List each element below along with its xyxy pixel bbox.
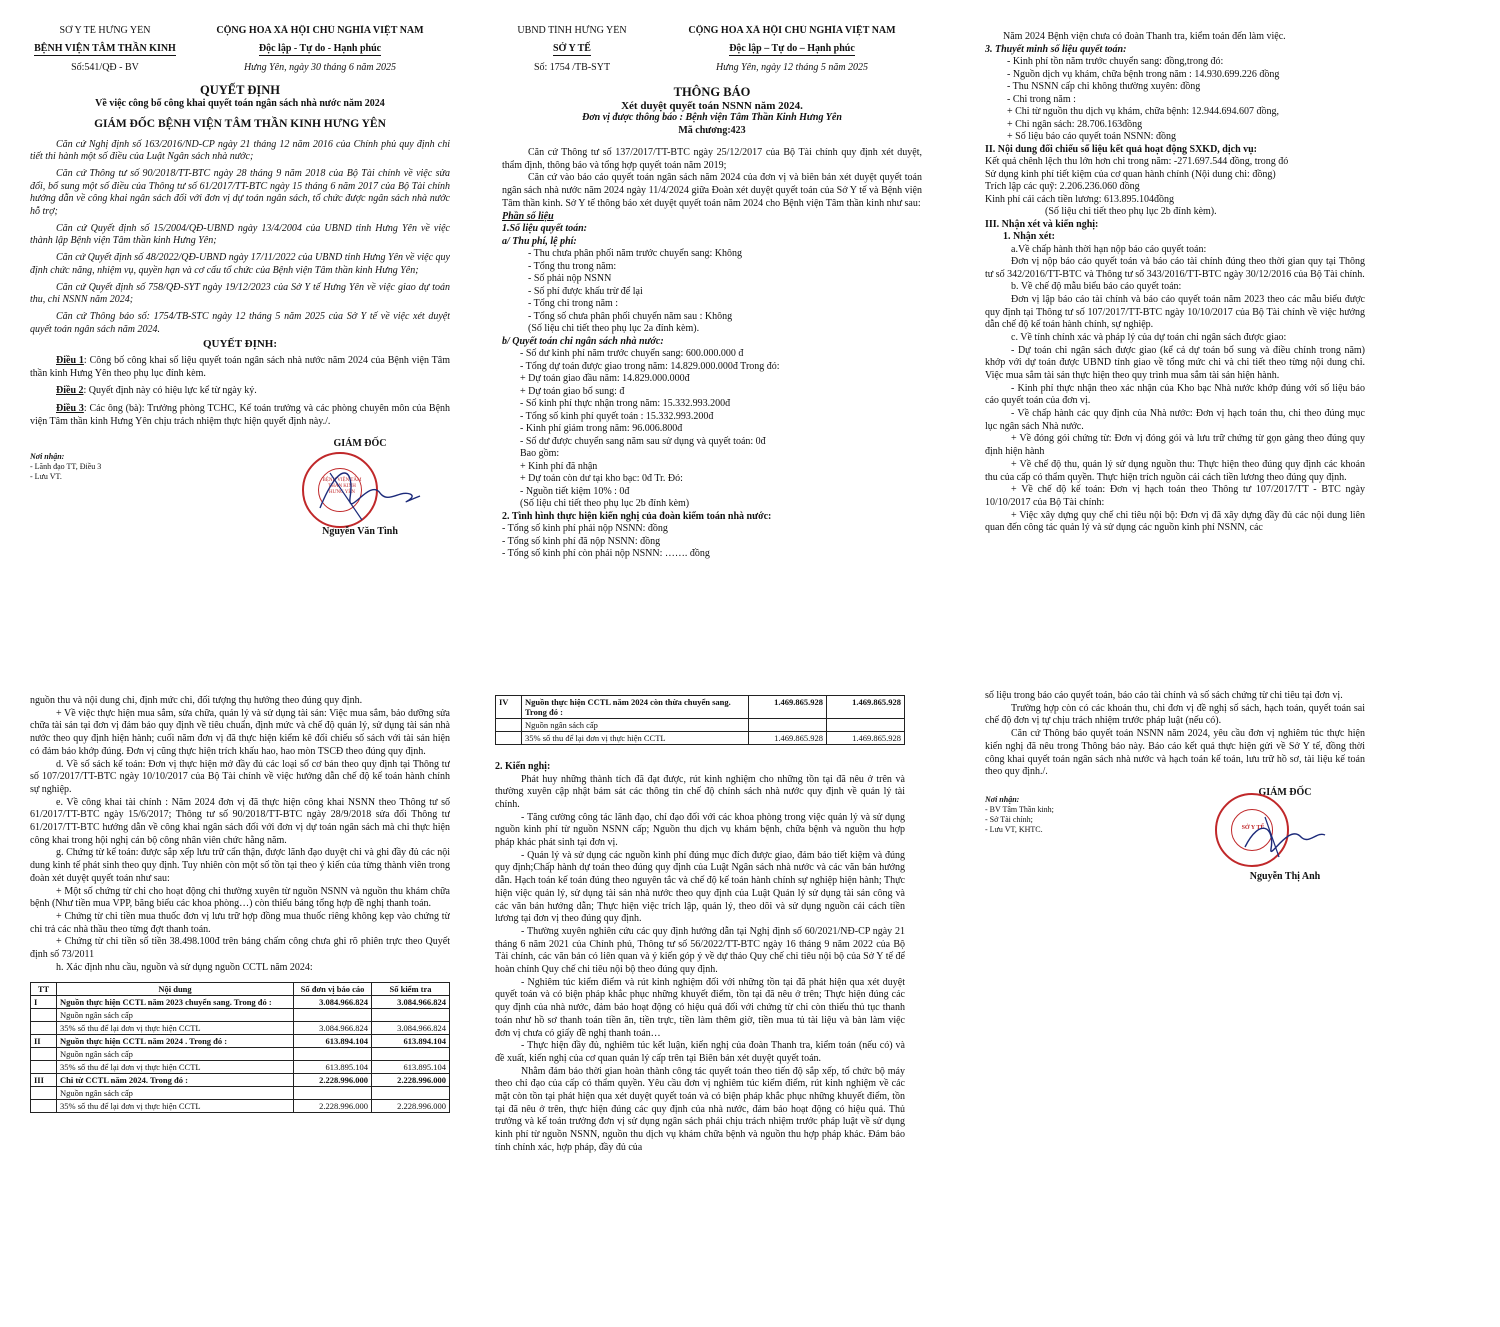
table-cell: Nguồn ngân sách cấp [522,719,749,732]
recipient: - BV Tâm Thần kinh; [985,804,1054,814]
nation-title: CỘNG HÒA XÃ HỘI CHỦ NGHĨA VIỆT NAM [216,25,424,36]
table-cell: Nguồn ngân sách cấp [57,1009,294,1022]
table-cell: 613.894.104 [294,1035,372,1048]
paragraph: Đơn vị nộp báo cáo quyết toán và báo cáo tài chính đúng theo thời gian quy tại Thông tư số 342/2016/TT-BTC và Thông tư số 343/2016/TT-BTC ngày 30/12/2016 của Bộ Tài chính. [985,256,1365,280]
list-item: - Số phí được khấu trừ để lại [528,285,643,297]
paragraph: + Về đóng gói chứng từ: Đơn vị đóng gói và lưu trữ chứng từ gọn gàng theo đúng quy định hiện hành [985,433,1365,458]
paragraph: - Quản lý và sử dụng các nguồn kinh phí đúng mục đích được giao, đảm bảo tiết kiệm và đúng quy định;Chấp hành dự toán theo đúng quy định của Luật Ngân sách nhà nước và các văn bản hướng dẫn. Hạch toán kế toán đúng theo nguyên tắc và chế độ kế toán hành chính sự nghiệp hiện hành; Thực hiện việc quản lý, sử dụng tài sản nhà nước theo quy định của Luật Quản lý sử dụng tài sản công và các văn bản hướng dẫn; Thực hiện việc trích lập, quản lý, theo dõi và sử dụng nguồn cải cách tiền lương tại đơn vị theo đúng quy định. [495,849,905,925]
subsection-heading: c. Về tính chính xác và pháp lý của dự toán chi ngân sách được giao: [1011,332,1287,344]
org-parent: UBND TỈNH HƯNG YÊN [517,25,627,36]
section-heading: 2. Tình hình thực hiện kiến nghị của đoàn kiểm toán nhà nước: [502,510,772,522]
subsection-heading: 1. Nhận xét: [1003,231,1055,242]
list-item: - Số dư được chuyển sang năm sau sử dụng và quyết toán: 0đ [520,435,766,447]
table-row [31,1035,450,1048]
table-cell [31,1022,57,1035]
paragraph: - Về chấp hành các quy định của Nhà nước: Đơn vị hạch toán thu, chi theo đúng mục lục ngân sách Nhà nước. [985,408,1365,432]
header [30,25,450,56]
list-item: Kinh phí cải cách tiền lương: 613.895.104đồng [985,193,1175,205]
list-item: - Tổng số kinh phí đã nộp NSNN: đồng [502,535,661,547]
list-item: - Kinh phí tồn năm trước chuyển sang: đồng,trong đó: [1007,56,1224,67]
list-item: - Thu NSNN cấp chi không thường xuyên: đồng [1007,81,1201,92]
table-cell: II [31,1035,57,1048]
cctl-table-continued [495,695,905,745]
paragraph: - Tăng cường công tác lãnh đạo, chỉ đạo đối với các khoa phòng trong việc quản lý và sử dụng nguồn kinh phí từ nguồn NSNN cấp; Nguồn thu dịch vụ khám bệnh, chữa bệnh và nguồn thu hợp pháp khác phát sinh tại đơn vị. [495,811,905,849]
table-row [496,732,905,745]
list-item: Kết quả chênh lệch thu lớn hơn chi trong năm: -271.697.544 đồng, trong đó [985,156,1289,167]
table-row [496,719,905,732]
list-item: - Tổng thu trong năm: [528,260,617,272]
table-cell: 3.084.966.824 [294,1022,372,1035]
list-item: - Số dư kinh phí năm trước chuyển sang: 600.000.000 đ [520,348,744,360]
table-cell: 35% số thu để lại đơn vị thực hiện CCTL [57,1022,294,1035]
notice-page-4 [495,685,905,1315]
page-subtitle: Xét duyệt quyết toán NSNN năm 2024. [621,99,803,112]
table-row [31,1100,450,1113]
list-item: - Kinh phí giảm trong năm: 96.006.800đ [520,423,683,435]
table-cell: III [31,1074,57,1087]
list-item: + Số liệu báo cáo quyết toán NSNN: đồng [1007,131,1176,142]
paragraph: Căn cứ Thông báo quyết toán NSNN năm 2024, yêu cầu đơn vị nghiêm túc thực hiện kiến nghị đã nêu trong Thông báo này. Báo cáo kết quả thực hiện gửi về Sở Y tế, đồng thời công khai quyết toán ngân sách nhà nước và hạch toán kế toán, lưu trữ hồ sơ, tài liệu kế toán theo quy định./. [985,728,1365,778]
recipient: - Lãnh đạo TT, Điều 3 [30,462,102,472]
decision-page [30,25,450,640]
list-item: - Thu chưa phân phối năm trước chuyển sang: Không [528,248,742,260]
table-cell: Nguồn thực hiện CCTL năm 2023 chuyển sang. Trong đó : [57,996,294,1009]
table-cell: 2.228.996.000 [372,1100,450,1113]
seal-text: SỞ Y TẾ [1241,824,1265,831]
document-number: Số:541/QĐ - BV [71,62,139,73]
paragraph: Nhằm đảm bảo thời gian hoàn thành công tác quyết toán theo tiến độ sắp xếp, tổ chức bộ máy theo chỉ đạo của cấp có thẩm quyền. Yêu cầu đơn vị nghiêm túc kiểm điểm, rút kinh nghiệm về các mặt còn tồn tại phát hiện qua xét duyệt quyết toán và có biện pháp khắc phục những khuyết điểm, tồn tại đã nêu ở trên, thực hiện đúng các quy định của nhà nước, đảm bảo hoạt động có hiệu quả. Thủ trưởng và kế toán trưởng đơn vị sử dụng ngân sách phải chịu trách nhiệm trước pháp luật về sử dụng kinh phí từ nguồn NSNN, nguồn thu dịch vụ khám chữa bệnh và nguồn thu hợp pháp khác. Đảm bảo tính chính xác, hợp pháp, đầy đủ của [495,1065,905,1153]
nation-motto: Độc lập – Tự do – Hạnh phúc [729,43,855,57]
table-cell: Nguồn ngân sách cấp [57,1087,294,1100]
subsection-heading: b. Về chế độ mẫu biểu báo cáo quyết toán: [1011,281,1182,293]
table-cell: Chi từ CCTL năm 2024. Trong đó : [57,1074,294,1087]
page-title: QUYẾT ĐỊNH [200,82,280,97]
signature-icon [270,438,450,538]
recipient: - Lưu VT. [30,472,62,482]
table-cell: 1.469.865.928 [749,696,827,719]
org-name: BỆNH VIỆN TÂM THẦN KINH [34,43,176,57]
basis: Căn cứ Quyết định số 758/QĐ-SYT ngày 19/12/2023 của Sở Y tế Hưng Yên về việc giao dự toán thu, chi NSNN năm 2024; [30,281,450,306]
list-item: - Tổng dự toán được giao trong năm: 14.829.000.000đ Trong đó: [520,360,780,372]
list-item: (Số liệu chi tiết theo phụ lục 2b đính kèm) [520,498,690,510]
signer-name: Nguyễn Văn Tình [322,526,398,538]
list-item: Trích lập các quỹ: 2.206.236.060 đồng [985,181,1140,192]
basis: Căn cứ Quyết định số 48/2022/QĐ-UBND ngày 17/11/2022 của UBND tỉnh Hưng Yên về việc quy định chức năng, nhiệm vụ, quyền hạn và cơ cấu tổ chức của Bệnh viện Tâm thần kinh Hưng Yên; [30,252,450,276]
paragraph: h. Xác định nhu cầu, nguồn và sử dụng nguồn CCTL năm 2024: [56,961,313,973]
article-1: Điều 1: Công bố công khai số liệu quyết toán ngân sách nhà nước năm 2024 của Bệnh viện Tâm thần kinh Hưng Yên theo phụ lục đính kèm. [30,354,450,379]
recipient: - Lưu VT, KHTC. [985,824,1043,834]
table-cell: 35% số thu để lại đơn vị thực hiện CCTL [57,1100,294,1113]
table-cell [496,732,522,745]
document-date: Hưng Yên, ngày 30 tháng 6 năm 2025 [243,62,397,73]
table-cell [372,1087,450,1100]
table-cell: 2.228.996.000 [294,1074,372,1087]
notice-page-2 [985,25,1365,665]
list-item: + Chi từ nguồn thu dịch vụ khám, chữa bệnh: 12.944.694.607 đồng, [1007,106,1280,117]
list-item: - Số phải nộp NSNN [528,273,612,285]
table-cell: 1.469.865.928 [827,696,905,719]
table-cell: 613.895.104 [294,1061,372,1074]
list-item: + Dự toán giao bổ sung: đ [520,385,625,397]
subsection-heading: a.Về chấp hành thời hạn nộp báo cáo quyết toán: [1011,243,1207,255]
table-cell [31,1009,57,1022]
list-item: - Tổng số kinh phí phải nộp NSNN: đồng [502,523,668,535]
table-cell [294,1087,372,1100]
list-item: + Kinh phí đã nhận [520,460,598,472]
notice-page-5 [985,690,1365,930]
notice-page [502,25,922,665]
table-row [31,1087,450,1100]
table-cell: 613.895.104 [372,1061,450,1074]
column-header: Nội dung [57,983,294,996]
decide-heading: QUYẾT ĐỊNH: [202,338,278,351]
basis: Căn cứ Thông tư số 90/2018/TT-BTC ngày 28 tháng 9 năm 2018 của Bộ Tài chính về việc sửa đổi, bổ sung một số điều của Thông tư số 61/2017/TT-BTC ngày 15 tháng 6 năm 2017 của Bộ Tài chính hướng dẫn về công khai ngân sách đối với đơn vị dự toán ngân sách, tổ chức được ngân sách nhà nước hỗ trợ; [30,167,450,218]
table-cell: 1.469.865.928 [749,732,827,745]
table-cell [827,719,905,732]
table-cell: Nguồn ngân sách cấp [57,1048,294,1061]
paragraph: Phát huy những thành tích đã đạt được, rút kinh nghiệm cho những tồn tại đã nêu ở trên và thường xuyên cập nhật bám sát các thông tin chế độ chính sách nhà nước quy định về quản lý tài chính. [495,773,905,810]
signature-icon [1205,787,1365,883]
table-cell [749,719,827,732]
table-cell: IV [496,696,522,719]
table-header [31,983,450,996]
table-cell [294,1048,372,1061]
table-row [31,996,450,1009]
list-item: - Tổng số kinh phí còn phải nộp NSNN: ……. đồng [502,548,710,560]
basis: Căn cứ Quyết định số 15/2004/QĐ-UBND ngày 13/4/2004 của UBND tỉnh Hưng Yên về việc thành lập Bệnh viện Tâm thần kinh Hưng Yên; [30,222,450,247]
table-row [31,1022,450,1035]
list-item: Sử dụng kinh phí tiết kiệm của cơ quan hành chính (Nội dung chi: đồng) [985,168,1276,180]
list-item: - Chi trong năm : [1007,93,1076,105]
list-item: + Chi ngân sách: 28.706.163đồng [1007,118,1143,130]
table-cell: Nguồn thực hiện CCTL năm 2024 . Trong đó : [57,1035,294,1048]
section-heading: b/ Quyết toán chi ngân sách nhà nước: [502,335,664,347]
table-row [31,1074,450,1087]
basis: Căn cứ Nghị định số 163/2016/ND-CP ngày 21 tháng 12 năm 2016 của Chính phủ quy định chi tiết thi hành một số điều của Luật Ngân sách nhà nước; [30,138,450,163]
list-item: - Tổng chi trong năm : [528,298,619,310]
table-cell [31,1087,57,1100]
intro-paragraph: Căn cứ vào báo cáo quyết toán ngân sách năm 2024 của đơn vị và biên bản xét duyệt quyết toán ngân sách nhà nước năm 2024 ngày 11/4/2024 giữa Đoàn xét duyệt quyết toán của Sở Y tế và Bệnh viện Tâm thần kinh. Sở Y tế thông báo xét duyệt quyết toán năm 2024 cho Bệnh viện Tâm thần kinh như sau: [502,172,922,209]
notice-page-3 [30,685,450,1290]
section-heading: 3. Thuyết minh số liệu quyết toán: [985,43,1127,55]
column-header: TT [31,983,57,996]
table-row [31,1009,450,1022]
intro-paragraph: Căn cứ Thông tư số 137/2017/TT-BTC ngày 25/12/2017 của Bộ Tài chính quy định xét duyệt, thẩm định, thông báo và tổng hợp quyết toán năm 2019; [502,147,922,171]
recipients-label: Nơi nhận: [985,794,1020,804]
list-item: - Tổng số kinh phí quyết toán : 15.332.993.200đ [520,410,714,422]
paragraph: - Nghiêm túc kiểm điểm và rút kinh nghiệm đối với những tồn tại đã phát hiện qua xét duyệt quyết toán và có biện pháp khắc phục những khuyết điểm, tồn tại đã nêu ở trên; Thực hiện đúng các quy định của nhà nước, đảm bảo hoạt động có hiệu quả đối với chứng từ chi còn thiếu thủ tục thanh toán như hồ sơ thanh toán tiền ăn, tiền trực, tiền làm thêm giờ, tiền mua tủ tài liệu và bàn làm việc đơn vị chưa có giấy đề nghị thanh toán… [495,976,905,1039]
table-cell [496,719,522,732]
table-cell: 3.084.966.824 [372,996,450,1009]
signature-block [985,787,1365,883]
page-title: THÔNG BÁO [673,84,751,99]
section-heading: III. Nhận xét và kiến nghị: [985,218,1099,230]
table-cell [372,1009,450,1022]
paragraph: - Thường xuyên nghiên cứu các quy định hướng dẫn tại Nghị định số 60/2021/NĐ-CP ngày 21 tháng 6 năm 2021 của Chính phủ, Thông tư số 56/2022/TT-BTC ngày 16 tháng 9 năm 2022 của Bộ Tài chính, các văn bản có liên quan và ý kiến góp ý về dự thảo Quy chế chi tiêu nội bộ của Sở Y tế để hoàn chỉnh Quy chế chi tiêu nội bộ theo đúng quy định. [495,925,905,976]
org-name: SỞ Y TẾ [553,43,591,57]
signature-block [30,438,450,538]
unit-notified: Đơn vị được thông báo : Bệnh viện Tâm Thần Kinh Hưng Yên [582,112,842,123]
table-row [31,1048,450,1061]
section-heading: a/ Thu phí, lệ phí: [502,235,577,247]
paragraph: + Chứng từ chi tiền số tiền 38.498.100đ trên bảng chấm công chưa ghi rõ phiên trực theo Quyết định số 73/2011 [30,936,450,961]
paragraph: - Thực hiện đầy đủ, nghiêm túc kết luận, kiến nghị của đoàn Thanh tra, kiểm toán (nếu có) và đề xuất, kiến nghị của cơ quan quản lý cấp trên tại Biên bản xét duyệt quyết toán. [495,1040,905,1064]
table-cell [31,1048,57,1061]
fees-list [502,248,922,336]
list-item: - Nguồn tiết kiệm 10% : 0đ [520,485,630,497]
authority: GIÁM ĐỐC BỆNH VIỆN TÂM THẦN KINH HƯNG YÊN [94,118,386,130]
table-cell [31,1100,57,1113]
table-row [31,1061,450,1074]
list-item: + Dự toán giao đầu năm: 14.829.000.000đ [520,373,690,385]
paragraph: Đơn vị lập báo cáo tài chính và báo cáo quyết toán năm 2023 theo các mẫu biểu được quy định tại Thông tư số 107/2017/TT-BTC ngày 10/10/2017 của Bộ Tài chính về việc hướng dẫn chế độ kế toán hành chính, sự nghiệp. [985,293,1365,331]
table-cell: 613.894.104 [372,1035,450,1048]
explanation-list [985,56,1365,144]
org-parent: SỞ Y TẾ HƯNG YÊN [59,25,151,36]
recipients-label: Nơi nhận: [30,452,65,462]
list-item: Bao gồm: [520,448,560,460]
signer-title: GIÁM ĐỐC [1258,786,1312,798]
paragraph: + Việc xây dựng quy chế chi tiêu nội bộ: Đơn vị đã xây dựng đầy đủ các nội dung liên quan đến công tác quản lý và sử dụng các nguồn kinh phí NSNN, các [985,509,1365,534]
paragraph: + Về chế độ kế toán: Đơn vị hạch toán theo Thông tư 107/2017/TT - BTC ngày 10/10/2017 của Bộ Tài chính: [985,484,1365,508]
column-header: Số đơn vị báo cáo [294,983,372,996]
paragraph: - Kinh phí thực nhận theo xác nhận của Kho bạc Nhà nước khớp đúng với số liệu báo cáo quyết toán của đơn vị. [985,382,1365,407]
table-row [496,696,905,719]
paragraph: g. Chứng từ kế toán: được sắp xếp lưu trữ cẩn thận, được lãnh đạo duyệt chi và ghi đầy đủ các nội dung kinh tế phát sinh theo quy định. Tuy nhiên còn một số tồn tại theo ý kiến của từng thành viên trong đoàn xét duyệt quyết toán như sau: [30,847,450,884]
paragraph: d. Về số sách kế toán: Đơn vị thực hiện mở đầy đủ các loại sổ cơ bản theo quy định tại Thông tư số 107/2017/TT-BTC ngày 10/10/2017 của Bộ Tài chính về việc hướng dẫn chế độ kế toán hành chính sự nghiệp. [30,758,450,795]
table-cell [294,1009,372,1022]
recipient: - Sở Tài chính; [985,814,1033,824]
cctl-table [30,982,450,1113]
section-heading: II. Nội dung đối chiếu số liệu kết quả hoạt động SXKD, dịch vụ: [985,143,1258,155]
list-item: - Số kinh phí thực nhận trong năm: 15.332.993.200đ [520,398,731,410]
list-item: - Tổng số chưa phân phối chuyển năm sau : Không [528,310,733,322]
seal-text: BỆNH VIỆN TÂM THẦN KINH HƯNG YÊN [322,478,362,496]
document-date: Hưng Yên, ngày 12 tháng 5 năm 2025 [715,62,869,73]
paragraph: + Chứng từ chi tiền mua thuốc đơn vị lưu trữ hợp đồng mua thuốc riêng không kẹp vào chứng từ chi trả các nhà thầu theo từng đợt thanh toán. [30,910,450,935]
chapter-code: Mã chương:423 [678,124,746,136]
nation-title: CỘNG HÒA XÃ HỘI CHỦ NGHĨA VIỆT NAM [688,25,896,36]
signer-name: Nguyễn Thị Anh [1249,870,1321,882]
paragraph: số liệu trong báo cáo quyết toán, báo cáo tài chính và số sách chứng từ chi tiêu tại đơn vị. [985,690,1343,701]
paragraph: + Một số chứng từ chi cho hoạt động chi thường xuyên từ nguồn NSNN và nguồn thu khám chữa bệnh (Như tiền mua VPP, băng biểu các khoa phòng…) còn thiếu bảng tổng hợp đề nghị thanh toán. [30,885,450,910]
table-cell: 2.228.996.000 [372,1074,450,1087]
page-subtitle: Về việc công bố công khai quyết toán ngân sách nhà nước năm 2024 [95,97,385,109]
audit-list [502,523,922,561]
table-cell: Nguồn thực hiện CCTL năm 2024 còn thừa chuyển sang. Trong đó : [522,696,749,719]
paragraph: e. Về công khai tài chính : Năm 2024 đơn vị đã thực hiện công khai NSNN theo Thông tư số 61/2017/TT-BTC ngày 15/6/2017; Thông tư số 90/2018/TT-BTC ngày 28/9/2018 sửa đổi Thông tư 61/2017/TT-BTC hướng dẫn về công khai ngân sách đối với đơn vị dự toán ngân sách mà chi thực hiện công khai trong hội nghị cán bộ công nhân viên chức hằng năm. [30,796,450,846]
table-cell: 3.084.966.824 [294,996,372,1009]
paragraph: - Dự toán chi ngân sách được giao (kể cả dự toán bổ sung và điều chỉnh trong năm) khớp với dự toán được UBND tỉnh giao về tổng mức chi và chi tiết theo từng nội dung chi. Việc mua sắm tài sản thực hiện theo quy trình mua sắm tài sản hiện hành. [985,344,1365,381]
article-2: Điều 2: Quyết định này có hiệu lực kể từ ngày ký. [56,385,257,397]
table-cell: I [31,996,57,1009]
list-item: (Số liệu chi tiết theo phụ lục 2a đính kèm). [528,323,700,335]
table-cell: 2.228.996.000 [294,1100,372,1113]
table-cell [372,1048,450,1061]
table-cell: 1.469.865.928 [827,732,905,745]
paragraph: nguồn thu và nội dung chi, định mức chi, đối tượng thụ hưởng theo đúng quy định. [30,695,363,706]
paragraph: + Về việc thực hiện mua sắm, sửa chữa, quản lý và sử dụng tài sản: Việc mua sắm, bảo dưỡng sửa chữa tài sản tại đơn vị đảm bảo quy định về tiêu chuẩn, định mức và chế độ quản lý, sử dụng tài sản nhà nước theo quy định hiện hành; cuối năm đơn vị đã thực hiện kiểm kê đối chiếu số sách với tài sản hiện có đảm bảo khớp đúng. Đơn vị cũng thực hiện trích khấu hao, hao mòn TSCĐ theo đúng quy định. [30,707,450,757]
comparison-list [985,156,1365,219]
legal-bases [30,139,450,337]
table-cell: 35% số thu để lại đơn vị thực hiện CCTL [522,732,749,745]
paragraph: Năm 2024 Bệnh viện chưa có đoàn Thanh tra, kiểm toán đến làm việc. [1003,31,1286,42]
list-item: - Nguồn dịch vụ khám, chữa bệnh trong năm : 14.930.699.226 đồng [1007,68,1280,80]
table-cell [31,1061,57,1074]
list-item: (Số liệu chi tiết theo phụ lục 2b đính kèm). [1045,206,1217,217]
paragraph: + Về chế độ thu, quản lý sử dụng nguồn thu: Thực hiện theo đúng quy định các khoản thu của cấp có thẩm quyền. Thực hiện trích nguồn cải cách tiền lương theo đúng quy định. [985,458,1365,483]
section-heading: 2. Kiến nghị: [495,761,551,772]
column-header: Số kiểm tra [372,983,450,996]
section-heading: Phần số liệu [502,210,554,222]
article-3: Điều 3: Các ông (bà): Trưởng phòng TCHC, Kế toán trưởng và các phòng chuyên môn của Bệnh viện Tâm thần kinh Hưng Yên chịu trách nhiệm thực hiện quyết định này./. [30,402,450,427]
nation-motto: Độc lập - Tự do - Hạnh phúc [259,43,381,57]
header [502,25,922,56]
table-cell: 3.084.966.824 [372,1022,450,1035]
budget-list [502,348,922,511]
table-cell: 35% số thu để lại đơn vị thực hiện CCTL [57,1061,294,1074]
document-number: Số: 1754 /TB-SYT [533,62,611,73]
section-heading: 1.Số liệu quyết toán: [502,223,588,235]
signer-title: GIÁM ĐỐC [333,438,387,450]
list-item: + Dự toán còn dư tại kho bạc: 0đ Tr. Đó: [520,473,683,485]
paragraph: Trường hợp còn có các khoản thu, chi đơn vị đề nghị số sách, hạch toán, quyết toán sai chế độ đơn vị tự chịu trách nhiệm trước pháp luật (nếu có). [985,702,1365,727]
basis: Căn cứ Thông báo số: 1754/TB-STC ngày 12 tháng 5 năm 2025 của Sở Y tế về việc xét duyệt quyết toán ngân sách năm 2024. [30,310,450,335]
